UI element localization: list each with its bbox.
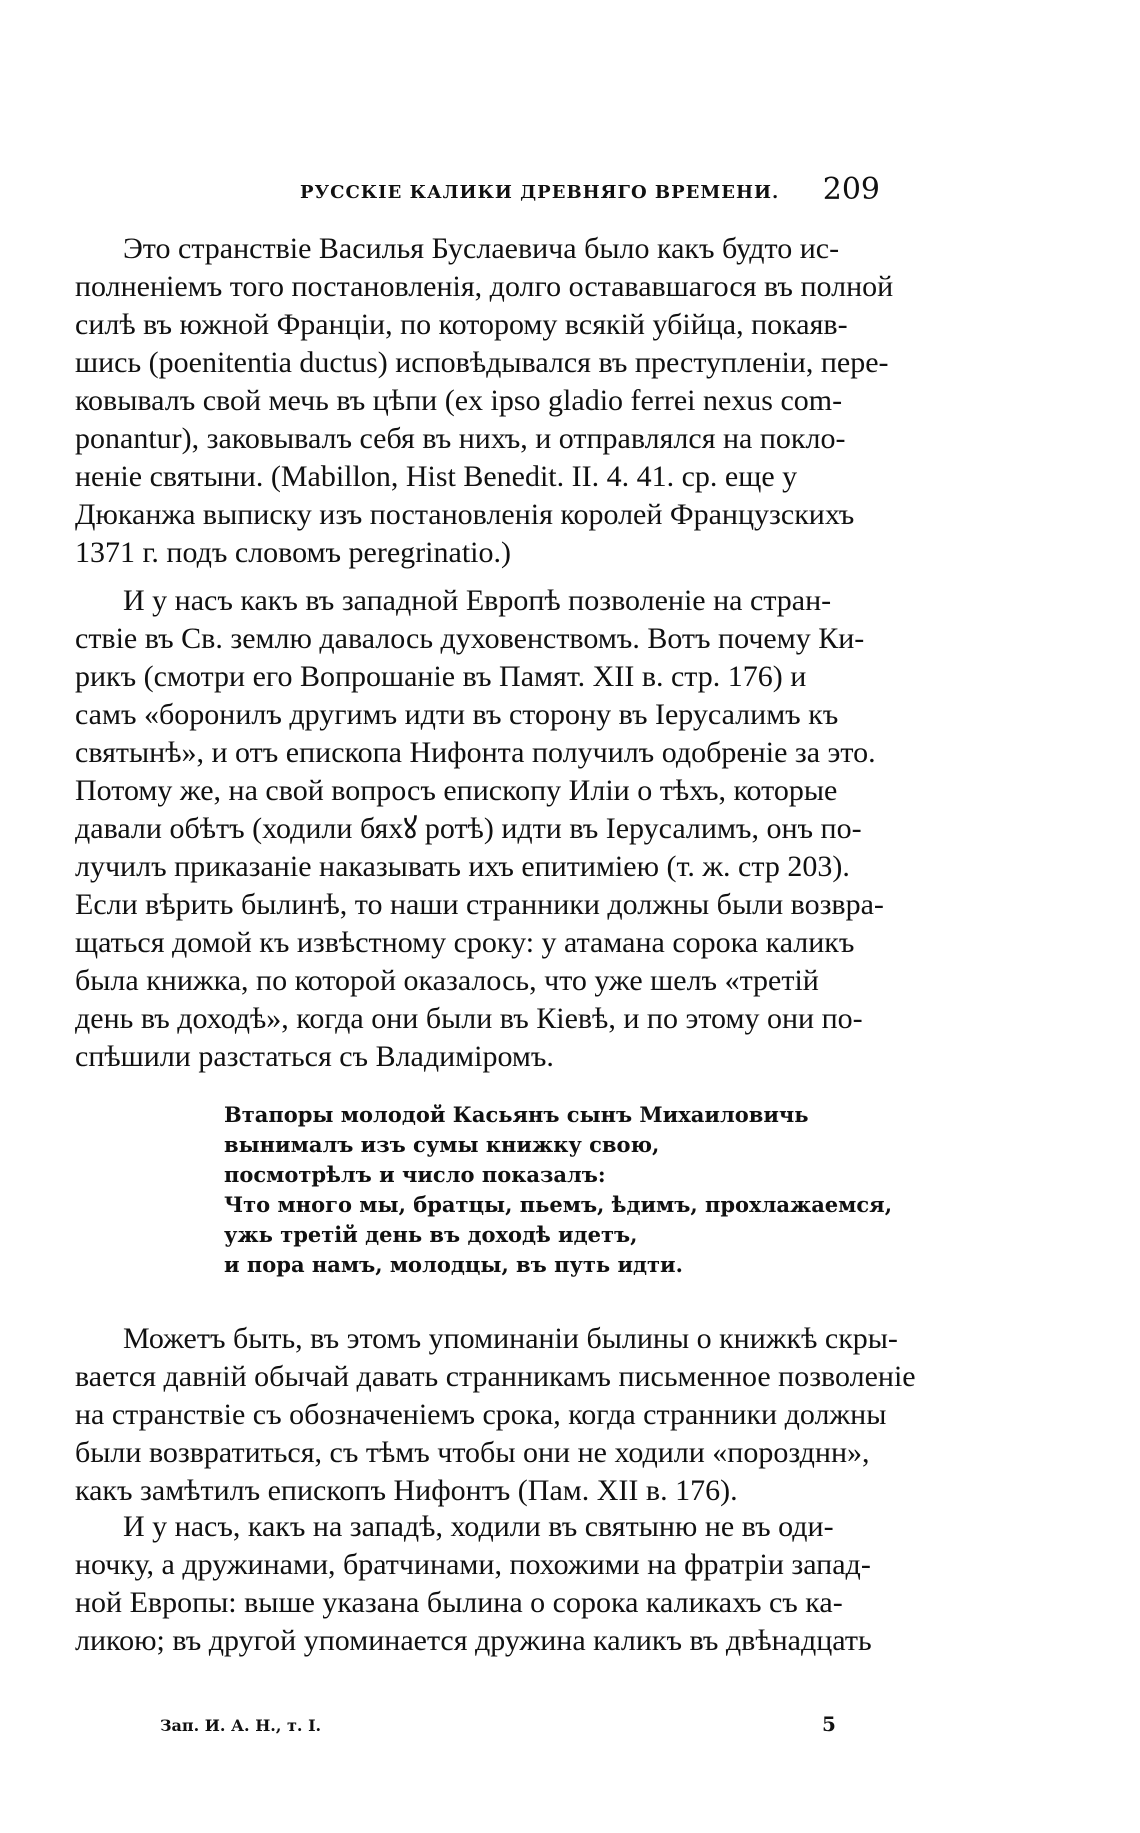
text-line: вается давній обычай давать странникамъ письменное позволеніе: [75, 1360, 916, 1393]
text-line: Это странствіе Василья Буслаевича было какъ будто ис-: [123, 232, 840, 265]
text-line: силѣ въ южной Франціи, по которому всякій убійца, покаяв-: [75, 308, 848, 341]
text-line: Если вѣрить былинѣ, то наши странники должны были возвра-: [75, 888, 884, 921]
text-line: Дюканжа выписку изъ постановленія королей Французскихъ: [75, 498, 855, 531]
text-line: полненіемъ того постановленія, долго остававшагося въ полной: [75, 270, 894, 303]
verse-line: ужь третій день въ доходѣ идетъ,: [224, 1222, 638, 1247]
text-line: были возвратиться, съ тѣмъ чтобы они не ходили «порозднн»,: [75, 1436, 870, 1469]
text-line: давали обѣтъ (ходили бяхꙋ ротѣ) идти въ Іерусалимъ, онъ по-: [75, 812, 862, 845]
paragraph-3: [75, 1320, 955, 1510]
text-line: самъ «боронилъ другимъ идти въ сторону въ Іерусалимъ къ: [75, 698, 839, 731]
verse-quotation: [224, 1100, 924, 1280]
text-line: день въ доходѣ», когда они были въ Кіевѣ, и по этому они по-: [75, 1002, 863, 1035]
page-number: 209: [822, 172, 880, 207]
running-title: РУССКІЕ КАЛИКИ ДРЕВНЯГО ВРЕМЕНИ.: [300, 182, 780, 203]
paragraph-1: [75, 230, 955, 572]
text-line: ponantur), заковывалъ себя въ нихъ, и отправлялся на покло-: [75, 422, 846, 455]
text-line: была книжка, по которой оказалось, что уже шелъ «третій: [75, 964, 819, 997]
text-line: рикъ (смотри его Вопрошаніе въ Памят. XII в. стр. 176) и: [75, 660, 807, 693]
paragraph-4: [75, 1508, 955, 1660]
signature-mark: 5: [822, 1712, 836, 1736]
text-line: 1371 г. подъ словомъ peregrinatio.): [75, 536, 511, 569]
verse-line: Втапоры молодой Касьянъ сынъ Михаиловичь: [224, 1102, 809, 1127]
text-line: ной Европы: выше указана былина о сорока каликахъ съ ка-: [75, 1586, 843, 1619]
text-line: на странствіе съ обозначеніемъ срока, когда странники должны: [75, 1398, 887, 1431]
text-line: шись (poenitentia ductus) исповѣдывался въ преступленіи, пере-: [75, 346, 889, 379]
running-header: [300, 172, 880, 212]
paragraph-2: [75, 582, 955, 1076]
printer-signature: Зап. И. А. Н., т. I.: [160, 1716, 322, 1735]
text-line: Можетъ быть, въ этомъ упоминаніи былины о книжкѣ скры-: [123, 1322, 898, 1355]
text-line: святынѣ», и отъ епископа Нифонта получилъ одобреніе за это.: [75, 736, 876, 769]
verse-line: Что много мы, братцы, пьемъ, ѣдимъ, прохлажаемся,: [224, 1192, 893, 1217]
text-line: какъ замѣтилъ епископъ Нифонтъ (Пам. XII в. 176).: [75, 1474, 738, 1507]
text-line: ночку, а дружинами, братчинами, похожими на фратріи запад-: [75, 1548, 871, 1581]
verse-line: посмотрѣлъ и число показалъ:: [224, 1162, 606, 1187]
text-line: неніе святыни. (Mabillon, Hist Benedit. II. 4. 41. ср. еще у: [75, 460, 798, 493]
text-line: лучилъ приказаніе наказывать ихъ епитиміею (т. ж. стр 203).: [75, 850, 850, 883]
verse-line: и пора намъ, молодцы, въ путь идти.: [224, 1252, 683, 1277]
text-line: ствіе въ Св. землю давалось духовенствомъ. Вотъ почему Ки-: [75, 622, 865, 655]
text-line: ковывалъ свой мечь въ цѣпи (ex ipso gladio ferrei nexus com-: [75, 384, 843, 417]
text-line: спѣшили разстаться съ Владиміромъ.: [75, 1040, 554, 1073]
text-line: щаться домой къ извѣстному сроку: у атамана сорока каликъ: [75, 926, 855, 959]
text-line: И у насъ, какъ на западѣ, ходили въ святыню не въ оди-: [123, 1510, 834, 1543]
text-line: И у насъ какъ въ западной Европѣ позволеніе на стран-: [123, 584, 832, 617]
text-line: ликою; въ другой упоминается дружина каликъ въ двѣнадцать: [75, 1624, 872, 1657]
text-line: Потому же, на свой вопросъ епископу Иліи о тѣхъ, которые: [75, 774, 838, 807]
verse-line: вынималъ изъ сумы книжку свою,: [224, 1132, 660, 1157]
